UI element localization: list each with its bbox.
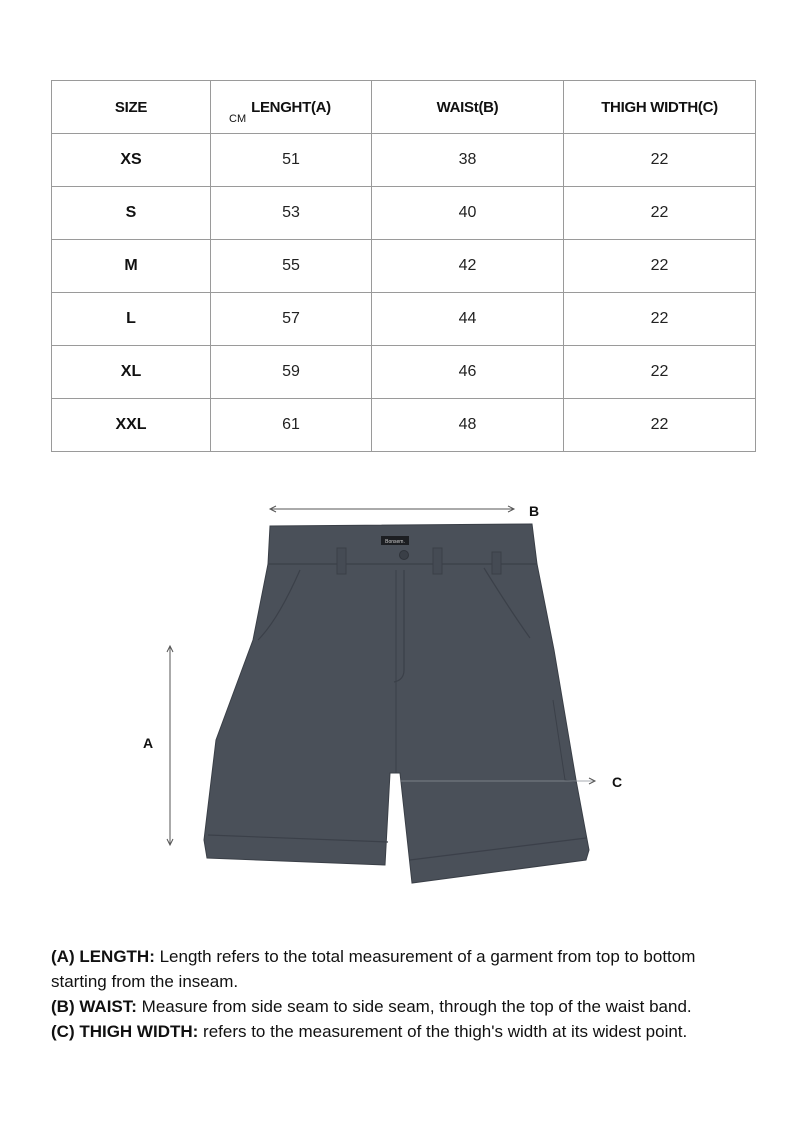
definition-text: Measure from side seam to side seam, through the top of the waist band.	[136, 997, 692, 1016]
length-cell: 51	[211, 134, 372, 187]
waist-cell: 44	[372, 293, 564, 346]
size-cell: XXL	[52, 399, 211, 452]
thigh-cell: 22	[564, 187, 756, 240]
waist-arrow	[270, 506, 514, 512]
length-cell: 57	[211, 293, 372, 346]
label-a: A	[143, 735, 154, 751]
length-arrow	[167, 646, 173, 845]
definition-length	[51, 944, 751, 994]
waist-cell: 40	[372, 187, 564, 240]
label-c: C	[612, 774, 623, 790]
table-row	[52, 399, 756, 452]
table-row	[52, 293, 756, 346]
definition-thigh-width	[51, 1019, 751, 1044]
definition-term: (C) THIGH WIDTH:	[51, 1022, 199, 1041]
label-b: B	[529, 503, 540, 519]
length-cell: 61	[211, 399, 372, 452]
definition-text: refers to the measurement of the thigh's width at its widest point.	[198, 1022, 688, 1041]
thigh-cell: 22	[564, 399, 756, 452]
table-row	[52, 187, 756, 240]
definition-waist	[51, 994, 751, 1019]
header-waist: WAISt(B)	[372, 81, 564, 134]
thigh-cell: 22	[564, 346, 756, 399]
table-row	[52, 134, 756, 187]
definition-term: (B) WAIST:	[51, 997, 137, 1016]
header-length: LENGHT(A) CM	[211, 81, 372, 134]
size-cell: XL	[52, 346, 211, 399]
size-cell: XS	[52, 134, 211, 187]
length-cell: 53	[211, 187, 372, 240]
size-chart-table	[51, 80, 756, 452]
length-cell: 55	[211, 240, 372, 293]
definition-text: Length refers to the total measurement of a garment from top to bottom starting from the inseam.	[51, 947, 696, 991]
unit-label: CM	[229, 113, 247, 125]
length-cell: 59	[211, 346, 372, 399]
table-row	[52, 346, 756, 399]
shorts-garment	[204, 524, 589, 883]
brand-tag: Bonsem.	[385, 539, 405, 545]
table-row	[52, 240, 756, 293]
definition-term: (A) LENGTH:	[51, 947, 155, 966]
measurement-diagram	[0, 490, 794, 910]
waist-cell: 48	[372, 399, 564, 452]
waist-cell: 38	[372, 134, 564, 187]
thigh-cell: 22	[564, 134, 756, 187]
waist-cell: 46	[372, 346, 564, 399]
header-size: SIZE	[52, 81, 211, 134]
shorts-illustration	[0, 490, 794, 910]
thigh-cell: 22	[564, 240, 756, 293]
thigh-cell: 22	[564, 293, 756, 346]
waist-cell: 42	[372, 240, 564, 293]
size-cell: S	[52, 187, 211, 240]
measurement-definitions	[51, 944, 751, 1044]
size-cell: M	[52, 240, 211, 293]
table-header-row	[52, 81, 756, 134]
header-thigh-width: THIGH WIDTH(C)	[564, 81, 756, 134]
size-cell: L	[52, 293, 211, 346]
